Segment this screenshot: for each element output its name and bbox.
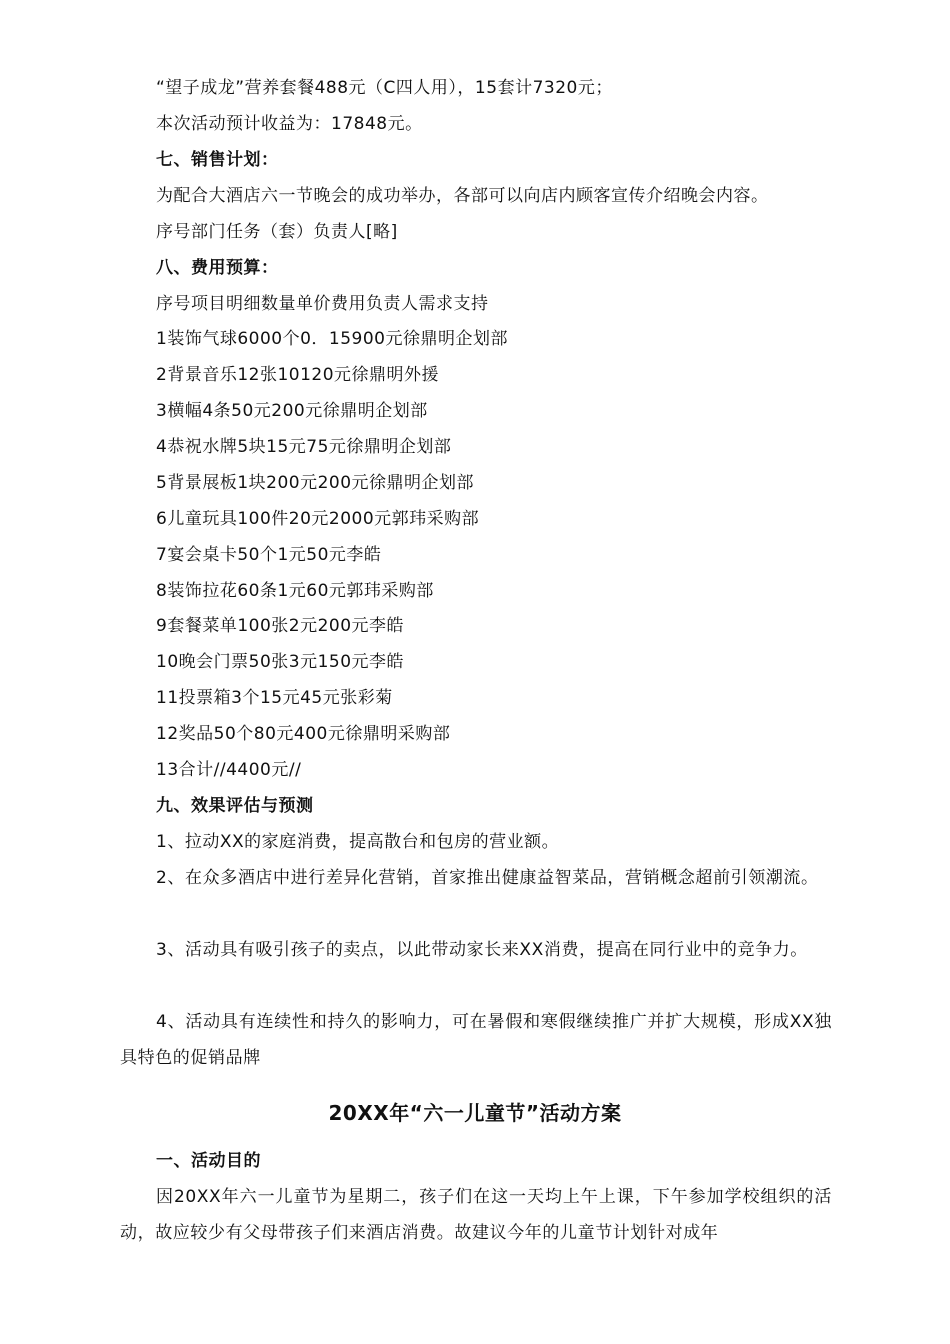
budget-row: 5背景展板1块200元200元徐鼎明企划部 bbox=[156, 473, 475, 493]
budget-row: 12奖品50个80元400元徐鼎明采购部 bbox=[156, 724, 451, 744]
section-8-heading: 八、费用预算： bbox=[156, 258, 279, 278]
section-7-text: 为配合大酒店六一节晚会的成功举办，各部可以向店内顾客宣传介绍晚会内容。 bbox=[156, 186, 769, 206]
budget-row: 4恭祝水牌5块15元75元徐鼎明企划部 bbox=[156, 437, 452, 457]
section-9-heading: 九、效果评估与预测 bbox=[156, 796, 314, 816]
budget-row: 8装饰拉花60条1元60元郭玮采购部 bbox=[156, 581, 434, 601]
effect-item-1: 1、拉动XX的家庭消费，提高散台和包房的营业额。 bbox=[156, 832, 560, 852]
budget-row: 11投票箱3个15元45元张彩菊 bbox=[156, 688, 393, 708]
budget-row: 1装饰气球6000个0．15900元徐鼎明企划部 bbox=[156, 329, 508, 349]
expected-revenue-line: 本次活动预计收益为：17848元。 bbox=[156, 114, 423, 134]
section-7-heading: 七、销售计划： bbox=[156, 150, 279, 170]
package-line: “望子成龙”营养套餐488元（C四人用），15套计7320元； bbox=[156, 78, 613, 98]
budget-total-row: 13合计//4400元// bbox=[156, 760, 302, 780]
budget-header-row: 序号项目明细数量单价费用负责人需求支持 bbox=[156, 294, 489, 314]
effect-item-4: 4、活动具有连续性和持久的影响力，可在暑假和寒假继续推广并扩大规模，形成XX独具特色的促销品牌 bbox=[120, 1012, 832, 1068]
budget-row: 9套餐菜单100张2元200元李皓 bbox=[156, 616, 405, 636]
effect-item-3: 3、活动具有吸引孩子的卖点，以此带动家长来XX消费，提高在同行业中的竞争力。 bbox=[156, 940, 808, 960]
budget-row: 7宴会桌卡50个1元50元李皓 bbox=[156, 545, 382, 565]
section-1-heading: 一、活动目的 bbox=[156, 1151, 261, 1171]
budget-row: 10晚会门票50张3元150元李皓 bbox=[156, 652, 405, 672]
budget-row: 3横幅4条50元200元徐鼎明企划部 bbox=[156, 401, 428, 421]
budget-row: 6儿童玩具100件20元2000元郭玮采购部 bbox=[156, 509, 480, 529]
budget-row: 2背景音乐12张10120元徐鼎明外援 bbox=[156, 365, 440, 385]
document-title: 20XX年“六一儿童节”活动方案 bbox=[328, 1101, 622, 1125]
section-1-text: 因20XX年六一儿童节为星期二，孩子们在这一天均上午上课，下午参加学校组织的活动，故应较少有父母带孩子们来酒店消费。故建议今年的儿童节计划针对成年 bbox=[120, 1187, 832, 1243]
effect-item-2: 2、在众多酒店中进行差异化营销，首家推出健康益智菜品，营销概念超前引领潮流。 bbox=[156, 868, 819, 888]
section-7-table-note: 序号部门任务（套）负责人[略] bbox=[156, 222, 398, 242]
